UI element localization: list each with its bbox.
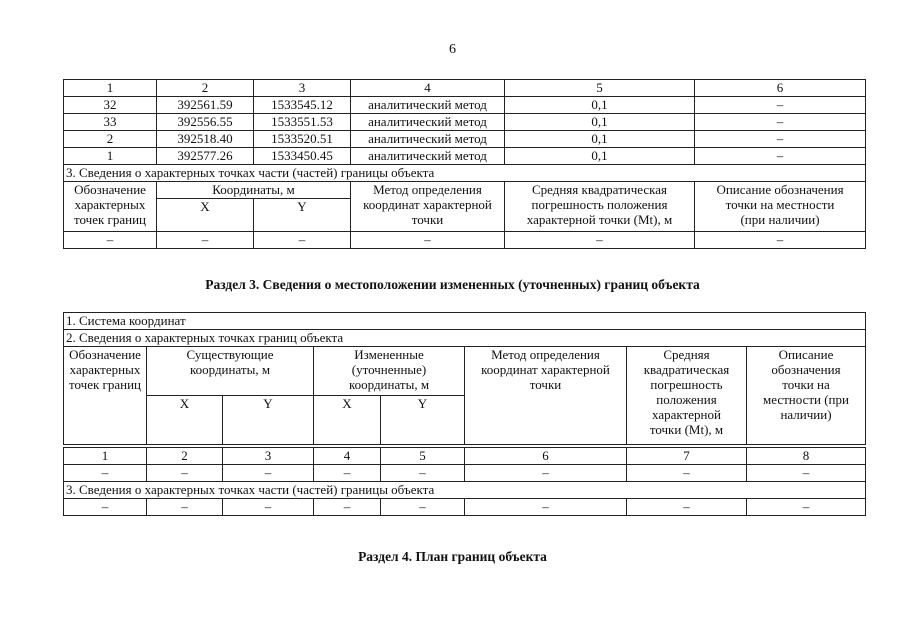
col-number: 6 [465,448,627,465]
empty-cell: – [147,499,223,516]
description: – [695,148,866,165]
coord-x: 392518.40 [157,131,254,148]
header-line: координаты, м [348,377,430,392]
empty-cell: – [381,499,465,516]
header-row [64,347,866,396]
header-line: Обозначение [69,347,141,362]
col-number: 5 [381,448,465,465]
col-number: 3 [254,80,351,97]
coordinate-system: 1. Система координат [64,313,866,330]
point-id: 33 [64,114,157,131]
empty-cell: – [223,499,314,516]
column-numbers-row [64,448,866,465]
table-row [64,232,866,249]
header-line: точки на [782,377,830,392]
error: 0,1 [505,97,695,114]
header-coords: Координаты, м [157,182,351,199]
header-line: погрешность [650,377,723,392]
empty-cell: – [314,465,381,482]
header-line: характерной точки (Mt), м [526,212,673,227]
table-row [64,131,866,148]
header-method [351,182,505,232]
header-y: Y [381,396,465,445]
error: 0,1 [505,148,695,165]
header-changed [314,347,465,396]
col-number: 5 [505,80,695,97]
subsection-row [64,330,866,347]
method: аналитический метод [351,131,505,148]
section-3-title: Раздел 3. Сведения о местоположении измененных (уточненных) границ объекта [205,277,700,292]
coord-y: 1533545.12 [254,97,351,114]
header-line: Обозначение [74,182,146,197]
empty-cell: – [747,499,866,516]
header-line: Метод определения [491,347,600,362]
header-description [695,182,866,232]
header-x: X [147,396,223,445]
header-error [505,182,695,232]
header-line: Средняя [663,347,710,362]
header-line: характерной [652,407,721,422]
empty-cell: – [147,465,223,482]
coord-x: 392556.55 [157,114,254,131]
col-number: 8 [747,448,866,465]
header-y: Y [254,199,351,232]
table-row [64,148,866,165]
col-number: 6 [695,80,866,97]
subsection-title: 2. Сведения о характерных точках границ объекта [64,330,866,347]
error: 0,1 [505,114,695,131]
empty-cell: – [627,499,747,516]
col-number: 7 [627,448,747,465]
empty-cell: – [223,465,314,482]
header-line: точек границ [73,212,147,227]
col-number: 2 [147,448,223,465]
subsection-title: 3. Сведения о характерных точках части (частей) границы объекта [64,165,866,182]
subsection-row [64,165,866,182]
header-line: Измененные [354,347,424,362]
empty-cell: – [254,232,351,249]
section-4-title: Раздел 4. План границ объекта [358,549,547,564]
empty-cell: – [157,232,254,249]
coord-y: 1533551.53 [254,114,351,131]
empty-cell: – [695,232,866,249]
header-point [64,182,157,232]
empty-cell: – [314,499,381,516]
header-line: Средняя квадратическая [531,182,668,197]
table-row [64,465,866,482]
header-line: положения [656,392,717,407]
header-y: Y [223,396,314,445]
header-line: координат характерной [481,362,610,377]
header-line: точки (Mt), м [649,422,724,437]
header-line: Метод определения [373,182,482,197]
header-line: характерных [69,362,141,377]
col-number: 1 [64,448,147,465]
header-line: координат характерной [363,197,492,212]
empty-cell: – [381,465,465,482]
header-line: наличии) [780,407,832,422]
point-id: 32 [64,97,157,114]
empty-cell: – [351,232,505,249]
table-row [64,97,866,114]
column-numbers-row [64,80,866,97]
empty-cell: – [465,465,627,482]
empty-cell: – [64,465,147,482]
subsection-title: 3. Сведения о характерных точках части (частей) границы объекта [64,482,866,499]
header-line: обозначения [771,362,841,377]
header-line: точки [529,377,562,392]
header-x: X [157,199,254,232]
subsection-row [64,313,866,330]
col-number: 3 [223,448,314,465]
header-line: характерных [74,197,146,212]
point-id: 2 [64,131,157,148]
header-line: квадратическая [643,362,730,377]
header-line: местности (при [763,392,849,407]
method: аналитический метод [351,148,505,165]
header-line: координаты, м [189,362,271,377]
empty-cell: – [747,465,866,482]
header-line: погрешность положения [531,197,668,212]
header-line: Описание [778,347,834,362]
header-line: точки на местности [725,197,835,212]
method: аналитический метод [351,97,505,114]
table-row [64,499,866,516]
header-x: X [314,396,381,445]
point-id: 1 [64,148,157,165]
header-line: (уточненные) [351,362,427,377]
empty-cell: – [64,232,157,249]
col-number: 4 [351,80,505,97]
error: 0,1 [505,131,695,148]
subsection-row [64,482,866,499]
description: – [695,97,866,114]
col-number: 2 [157,80,254,97]
header-error [627,347,747,445]
col-number: 1 [64,80,157,97]
header-line: точки [411,212,444,227]
boundary-points-table [63,79,866,249]
header-row [64,182,866,199]
method: аналитический метод [351,114,505,131]
header-existing [147,347,314,396]
coord-y: 1533450.45 [254,148,351,165]
table-row [64,114,866,131]
header-line: точек границ [68,377,142,392]
empty-cell: – [465,499,627,516]
empty-cell: – [64,499,147,516]
header-method [465,347,627,445]
empty-cell: – [627,465,747,482]
coord-y: 1533520.51 [254,131,351,148]
header-point [64,347,147,445]
header-line: Описание обозначения [716,182,844,197]
coord-x: 392577.26 [157,148,254,165]
coord-x: 392561.59 [157,97,254,114]
description: – [695,131,866,148]
page-number: 6 [449,42,456,57]
description: – [695,114,866,131]
header-description [747,347,866,445]
empty-cell: – [505,232,695,249]
header-line: (при наличии) [740,212,820,227]
changed-boundaries-table [63,312,866,516]
header-line: Существующие [186,347,274,362]
col-number: 4 [314,448,381,465]
